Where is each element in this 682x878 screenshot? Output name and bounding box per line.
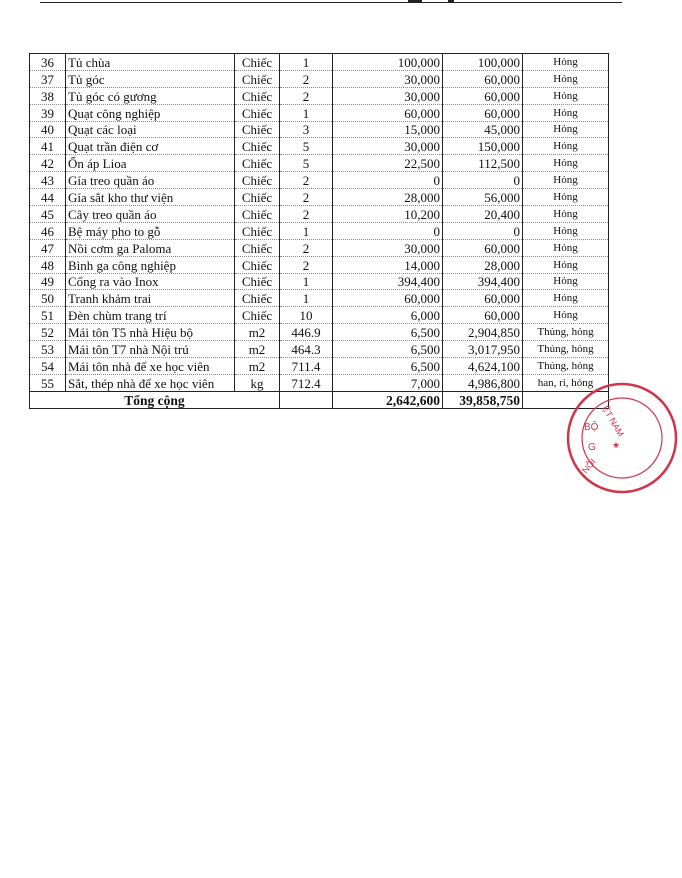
item-status: Thủng, hỏng xyxy=(523,341,609,358)
item-status: Hỏng xyxy=(523,239,609,256)
item-unit: Chiếc xyxy=(235,239,280,256)
total-row xyxy=(30,391,609,408)
item-price: 30,000 xyxy=(333,138,443,155)
item-price: 60,000 xyxy=(333,104,443,121)
table-row xyxy=(30,138,609,155)
item-quantity: 464.3 xyxy=(280,341,333,358)
table-row xyxy=(30,256,609,273)
item-price: 30,000 xyxy=(333,87,443,104)
table-row xyxy=(30,290,609,307)
item-status: Thủng, hỏng xyxy=(523,358,609,375)
item-price: 0 xyxy=(333,172,443,189)
item-quantity: 5 xyxy=(280,155,333,172)
item-unit: m2 xyxy=(235,358,280,375)
item-quantity: 1 xyxy=(280,222,333,239)
item-price: 7,000 xyxy=(333,374,443,391)
item-status: Hỏng xyxy=(523,87,609,104)
item-unit: Chiếc xyxy=(235,104,280,121)
item-amount: 60,000 xyxy=(443,104,523,121)
item-quantity: 2 xyxy=(280,239,333,256)
row-number: 47 xyxy=(30,239,66,256)
row-number: 46 xyxy=(30,222,66,239)
item-price: 14,000 xyxy=(333,256,443,273)
item-quantity: 446.9 xyxy=(280,324,333,341)
item-quantity: 712.4 xyxy=(280,374,333,391)
item-status: Hỏng xyxy=(523,273,609,290)
item-quantity: 2 xyxy=(280,256,333,273)
inventory-rows xyxy=(30,54,609,409)
item-name: Mái tôn T7 nhà Nội trú xyxy=(66,341,235,358)
table-row xyxy=(30,70,609,87)
item-status: Hỏng xyxy=(523,307,609,324)
item-status: Hỏng xyxy=(523,54,609,71)
item-status: Hỏng xyxy=(523,256,609,273)
item-unit: Chiếc xyxy=(235,155,280,172)
item-unit: Chiếc xyxy=(235,307,280,324)
item-status: Hỏng xyxy=(523,138,609,155)
row-number: 38 xyxy=(30,87,66,104)
item-quantity: 5 xyxy=(280,138,333,155)
item-unit: Chiếc xyxy=(235,87,280,104)
item-status: Hỏng xyxy=(523,222,609,239)
seal-outer-ring xyxy=(568,384,676,492)
item-name: Ổn áp Lioa xyxy=(66,155,235,172)
item-price: 6,500 xyxy=(333,341,443,358)
table-row xyxy=(30,307,609,324)
item-name: Đèn chùm trang trí xyxy=(66,307,235,324)
row-number: 53 xyxy=(30,341,66,358)
total-label: Tổng cộng xyxy=(30,391,280,408)
item-unit: Chiếc xyxy=(235,290,280,307)
item-unit: Chiếc xyxy=(235,138,280,155)
total-spacer xyxy=(280,391,333,408)
item-amount: 56,000 xyxy=(443,189,523,206)
table-row xyxy=(30,87,609,104)
table-row xyxy=(30,172,609,189)
row-number: 55 xyxy=(30,374,66,391)
item-name: Bệ máy pho to gỗ xyxy=(66,222,235,239)
item-name: Tranh khảm trai xyxy=(66,290,235,307)
item-price: 10,200 xyxy=(333,206,443,223)
item-quantity: 1 xyxy=(280,273,333,290)
item-name: Tủ chùa xyxy=(66,54,235,71)
item-name: Mái tôn T5 nhà Hiệu bộ xyxy=(66,324,235,341)
item-amount: 60,000 xyxy=(443,290,523,307)
item-quantity: 2 xyxy=(280,87,333,104)
item-name: Cổng ra vào Inox xyxy=(66,273,235,290)
item-name: Quạt trần điện cơ xyxy=(66,138,235,155)
item-name: Nồi cơm ga Paloma xyxy=(66,239,235,256)
item-status: Hỏng xyxy=(523,70,609,87)
item-price: 30,000 xyxy=(333,239,443,256)
table-row xyxy=(30,239,609,256)
item-unit: m2 xyxy=(235,324,280,341)
item-quantity: 2 xyxy=(280,70,333,87)
inventory-table xyxy=(29,53,609,409)
item-quantity: 3 xyxy=(280,121,333,138)
item-amount: 45,000 xyxy=(443,121,523,138)
item-amount: 60,000 xyxy=(443,239,523,256)
item-status: Hỏng xyxy=(523,189,609,206)
item-amount: 4,624,100 xyxy=(443,358,523,375)
item-name: Quạt các loại xyxy=(66,121,235,138)
item-status: Hỏng xyxy=(523,172,609,189)
item-quantity: 1 xyxy=(280,104,333,121)
item-amount: 0 xyxy=(443,172,523,189)
item-name: Quạt công nghiệp xyxy=(66,104,235,121)
item-amount: 4,986,800 xyxy=(443,374,523,391)
row-number: 36 xyxy=(30,54,66,71)
table-row xyxy=(30,189,609,206)
row-number: 52 xyxy=(30,324,66,341)
item-status: Hỏng xyxy=(523,155,609,172)
item-name: Mái tôn nhà để xe học viên xyxy=(66,358,235,375)
item-name: Bình ga công nghiệp xyxy=(66,256,235,273)
item-quantity: 1 xyxy=(280,290,333,307)
item-unit: Chiếc xyxy=(235,222,280,239)
item-status: Hỏng xyxy=(523,206,609,223)
item-status: han, rỉ, hỏng xyxy=(523,374,609,391)
item-amount: 394,400 xyxy=(443,273,523,290)
item-amount: 100,000 xyxy=(443,54,523,71)
total-amount: 39,858,750 xyxy=(443,391,523,408)
item-unit: m2 xyxy=(235,341,280,358)
item-quantity: 2 xyxy=(280,172,333,189)
item-amount: 28,000 xyxy=(443,256,523,273)
table-row xyxy=(30,358,609,375)
item-quantity: 711.4 xyxy=(280,358,333,375)
item-price: 0 xyxy=(333,222,443,239)
item-price: 6,500 xyxy=(333,358,443,375)
item-price: 28,000 xyxy=(333,189,443,206)
row-number: 40 xyxy=(30,121,66,138)
item-unit: Chiếc xyxy=(235,206,280,223)
row-number: 39 xyxy=(30,104,66,121)
row-number: 43 xyxy=(30,172,66,189)
item-name: Tủ góc có gương xyxy=(66,87,235,104)
item-quantity: 1 xyxy=(280,54,333,71)
table-row xyxy=(30,121,609,138)
table-row xyxy=(30,341,609,358)
table-row xyxy=(30,54,609,71)
item-price: 100,000 xyxy=(333,54,443,71)
item-amount: 2,904,850 xyxy=(443,324,523,341)
item-price: 60,000 xyxy=(333,290,443,307)
seal-star-icon: ★ xyxy=(612,441,621,451)
item-unit: Chiếc xyxy=(235,70,280,87)
item-unit: Chiếc xyxy=(235,256,280,273)
table-row xyxy=(30,374,609,391)
row-number: 50 xyxy=(30,290,66,307)
seal-text-top: ỆT NAM xyxy=(600,404,626,439)
red-seal-stamp xyxy=(562,378,682,498)
row-number: 54 xyxy=(30,358,66,375)
item-unit: Chiếc xyxy=(235,172,280,189)
item-status: Thủng, hỏng xyxy=(523,324,609,341)
total-price: 2,642,600 xyxy=(333,391,443,408)
seal-text-bottom: NỘI xyxy=(579,456,598,476)
table-row xyxy=(30,206,609,223)
row-number: 37 xyxy=(30,70,66,87)
table-row xyxy=(30,155,609,172)
item-price: 30,000 xyxy=(333,70,443,87)
page-top-rule xyxy=(40,2,622,3)
item-amount: 60,000 xyxy=(443,70,523,87)
item-amount: 60,000 xyxy=(443,87,523,104)
table-row xyxy=(30,324,609,341)
item-price: 6,500 xyxy=(333,324,443,341)
item-amount: 60,000 xyxy=(443,307,523,324)
table-row xyxy=(30,104,609,121)
item-quantity: 10 xyxy=(280,307,333,324)
row-number: 48 xyxy=(30,256,66,273)
row-number: 42 xyxy=(30,155,66,172)
item-status: Hỏng xyxy=(523,121,609,138)
table-row xyxy=(30,222,609,239)
item-name: Cây treo quần áo xyxy=(66,206,235,223)
item-name: Sắt, thép nhà để xe học viên xyxy=(66,374,235,391)
item-name: Tủ góc xyxy=(66,70,235,87)
top-rule-mark xyxy=(448,0,454,3)
item-price: 394,400 xyxy=(333,273,443,290)
item-amount: 20,400 xyxy=(443,206,523,223)
item-name: Gía sắt kho thư viện xyxy=(66,189,235,206)
item-status: Hỏng xyxy=(523,290,609,307)
item-amount: 112,500 xyxy=(443,155,523,172)
item-unit: Chiếc xyxy=(235,189,280,206)
item-price: 6,000 xyxy=(333,307,443,324)
item-amount: 3,017,950 xyxy=(443,341,523,358)
item-unit: Chiếc xyxy=(235,121,280,138)
item-unit: Chiếc xyxy=(235,54,280,71)
row-number: 49 xyxy=(30,273,66,290)
row-number: 51 xyxy=(30,307,66,324)
item-amount: 150,000 xyxy=(443,138,523,155)
item-price: 15,000 xyxy=(333,121,443,138)
row-number: 41 xyxy=(30,138,66,155)
top-rule-mark xyxy=(408,0,422,3)
item-quantity: 2 xyxy=(280,189,333,206)
seal-text-mid2: G xyxy=(588,442,596,453)
item-quantity: 2 xyxy=(280,206,333,223)
table-row xyxy=(30,273,609,290)
item-name: Gía treo quần áo xyxy=(66,172,235,189)
item-price: 22,500 xyxy=(333,155,443,172)
item-unit: kg xyxy=(235,374,280,391)
item-amount: 0 xyxy=(443,222,523,239)
item-unit: Chiếc xyxy=(235,273,280,290)
seal-text-mid: BỘ xyxy=(584,422,599,433)
item-status: Hỏng xyxy=(523,104,609,121)
row-number: 45 xyxy=(30,206,66,223)
row-number: 44 xyxy=(30,189,66,206)
